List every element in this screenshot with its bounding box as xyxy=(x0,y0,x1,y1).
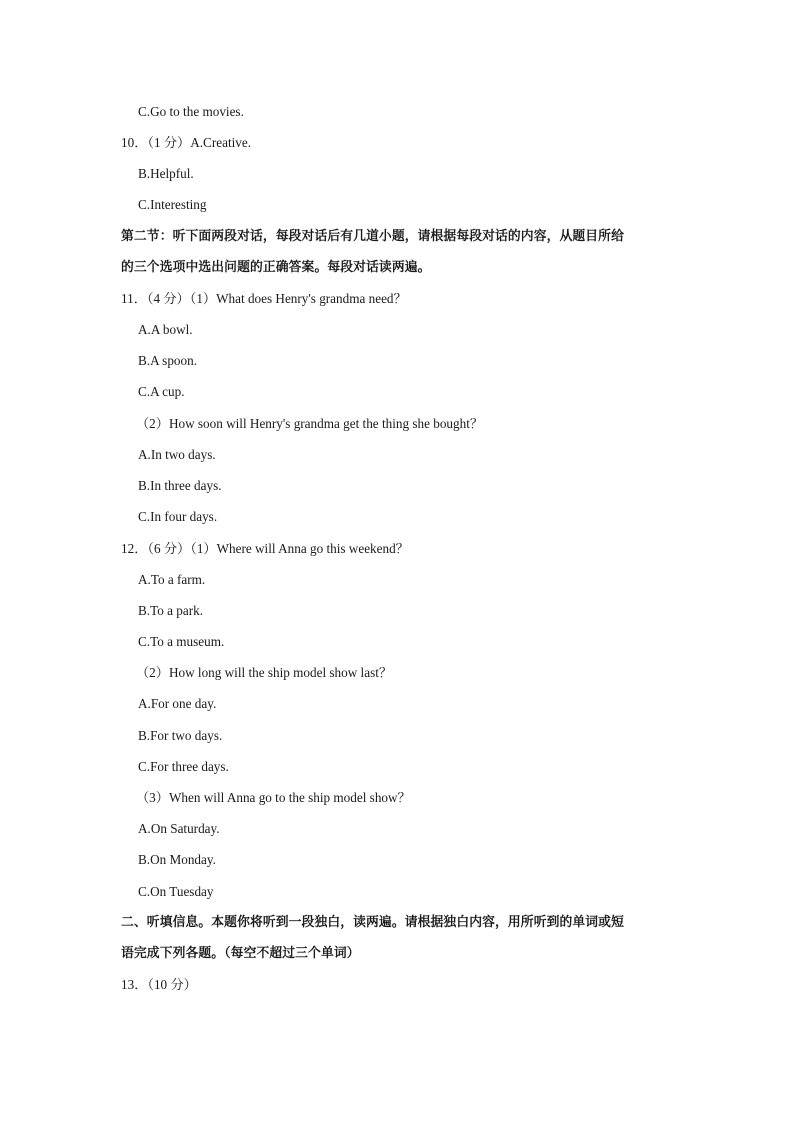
option-11-1b: B.A spoon. xyxy=(138,353,197,368)
question-12-3: （3）When will Anna go to the ship model show？ xyxy=(136,790,411,805)
option-11-1a: A.A bowl. xyxy=(138,322,193,337)
option-12-2c: C.For three days. xyxy=(138,759,229,774)
option-10b: B.Helpful. xyxy=(138,166,194,181)
question-12-2: （2）How long will the ship model show last？ xyxy=(136,665,393,680)
option-10c: C.Interesting xyxy=(138,197,207,212)
option-12-3c: C.On Tuesday xyxy=(138,884,214,899)
option-12-1a: A.To a farm. xyxy=(138,572,206,587)
option-12-2a: A.For one day. xyxy=(138,696,217,711)
question-11-2: （2）How soon will Henry's grandma get the thing she bought？ xyxy=(136,416,484,431)
option-12-2b: B.For two days. xyxy=(138,728,223,743)
part-2-instruction-line-2: 语完成下列各题。（每空不超过三个单词） xyxy=(121,946,360,961)
section-2-instruction-line-1: 第二节：听下面两段对话，每段对话后有几道小题，请根据每段对话的内容，从题目所给 xyxy=(121,229,624,244)
question-12-1: 12．（6 分）（1）Where will Anna go this weekend？ xyxy=(121,541,409,556)
question-13: 13．（10 分） xyxy=(121,977,197,992)
option-12-3a: A.On Saturday. xyxy=(138,821,220,836)
option-12-1b: B.To a park. xyxy=(138,603,203,618)
question-11-1: 11．（4 分）（1）What does Henry's grandma need？ xyxy=(121,291,407,306)
option-9c: C.Go to the movies. xyxy=(138,104,244,119)
section-2-instruction-line-2: 的三个选项中选出问题的正确答案。每段对话读两遍。 xyxy=(121,260,431,275)
option-11-2c: C.In four days. xyxy=(138,509,218,524)
option-12-1c: C.To a museum. xyxy=(138,634,225,649)
option-11-2b: B.In three days. xyxy=(138,478,222,493)
option-12-3b: B.On Monday. xyxy=(138,852,216,867)
option-11-1c: C.A cup. xyxy=(138,384,185,399)
option-11-2a: A.In two days. xyxy=(138,447,216,462)
question-10: 10．（1 分）A.Creative. xyxy=(121,135,252,150)
part-2-instruction-line-1: 二、听填信息。本题你将听到一段独白，读两遍。请根据独白内容，用所听到的单词或短 xyxy=(121,915,624,930)
